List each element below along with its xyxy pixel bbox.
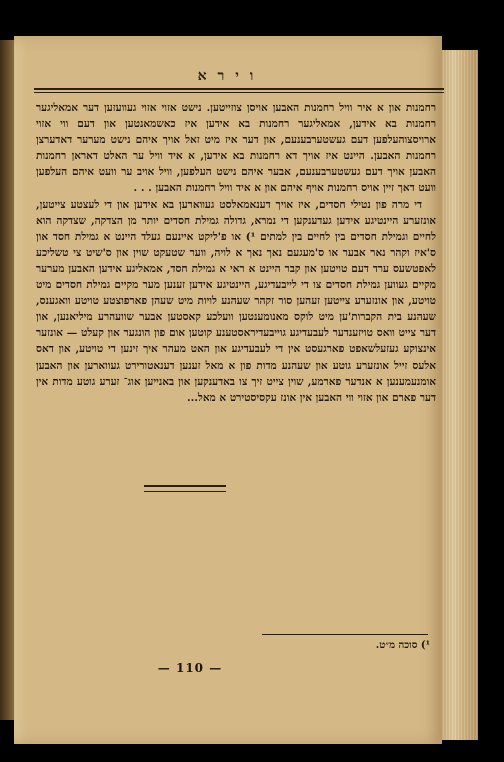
paragraph: רחמנות און א איר וויל רחמנות האבען אויסן צוזייטען. נישט אזוי אזוי געוועזען דער אמאליגער רחמנות בא אידען, אמאליגער רחמנות בא אידען איז כאשמאנטען און דעם ווי אזוי ארויסצוהעלפען דעם געשטערבענעם, און דער איז מיט זאל אויך איהם נישט מערער דאדערצן רחמנות האבען. היינט איז אויך דא רחמנות בא אידען, א איד וויל ער האלט דאראן רחמנות האבען אויך דעם געשטערבענעם, אבער איהם נישט העלפען, וויל אויב ער וועט איהם העלפען וועט דאך זיין אויס רחמנות אויף איהם און א איד וויל רחמנות האבען . . . bbox=[36, 102, 436, 195]
footnote: ¹) סוכה מ״ט. bbox=[375, 640, 430, 651]
header-rule-thin bbox=[34, 92, 444, 93]
page-stack-edge bbox=[440, 50, 478, 740]
running-title: ו י ר א bbox=[197, 68, 257, 84]
page-number: — 110 — bbox=[157, 661, 223, 675]
main-text bbox=[36, 100, 436, 406]
book-binding-edge bbox=[0, 40, 14, 720]
paragraph: די מרה פון נטילי חסדים, איז אויך דענאמאלסט געווארען בא אידען און די לעצטע צייטען, אונזערע היינטיגע אידען געדענקען די נמרא, גדולה גמילת חסדים יותר מן הצדקה, שצדקה הוא לחיים וגמילת חסדים בין לחיים בין למתים ¹) או פ'ליקט איינעם געלד היינט א גמילת חסד און ס'איז וקהר נאר אבער או ס'מעגעם נאך נאך א לויה, ווער שטעקט שוין און ס'שיט צי טשליכע לאפטשעס ערד דעם טויטען און קבר היינט א ראי א גמילת חסד, אמאליגע אידען האבען מערער מקיים געווען גמילת חסדים צו די לייבעדיגע, היינטיגע אידען זענען מער מקיים גמילת חסדים מיט טויטע, און אונזערע צייטען זעהען סור זקהר שעהנע לויות מיט שעהן פארפוצטע טויטע וואגענס, שעהנע בית הקברות'ען מיט לוקס מאנומענטען וועלכע קאסטען אבער שוועהרע מיליאנען, און דער צייט וואס טויזענדער לעבעדיגע גוייבעדיראסטענע קוטען אום פון הונגער און קעלט — אונזער אינצוקע געזעלשאפט פארגעסט אין די לעבעדיגע און האט מעהר איך זינען די טויטע, און דאס אלעס זייל אונזערע גוטע און שעהנע מדות פון א מאל זענען דענאטורירט געווארען און האבען אומנעמענען א אנדער פארמע, שוין צייט זיך צו באדענקען און באנייען אוג־ זערע גוטע מדות אין דער פארם און אזוי ווי האבען אין אונז עקסיסטירט א מאל... bbox=[36, 198, 436, 404]
header-rule bbox=[34, 88, 444, 90]
section-divider-thin bbox=[144, 491, 226, 492]
running-header bbox=[34, 68, 442, 86]
section-divider bbox=[144, 485, 226, 487]
footnote-rule bbox=[262, 634, 428, 635]
